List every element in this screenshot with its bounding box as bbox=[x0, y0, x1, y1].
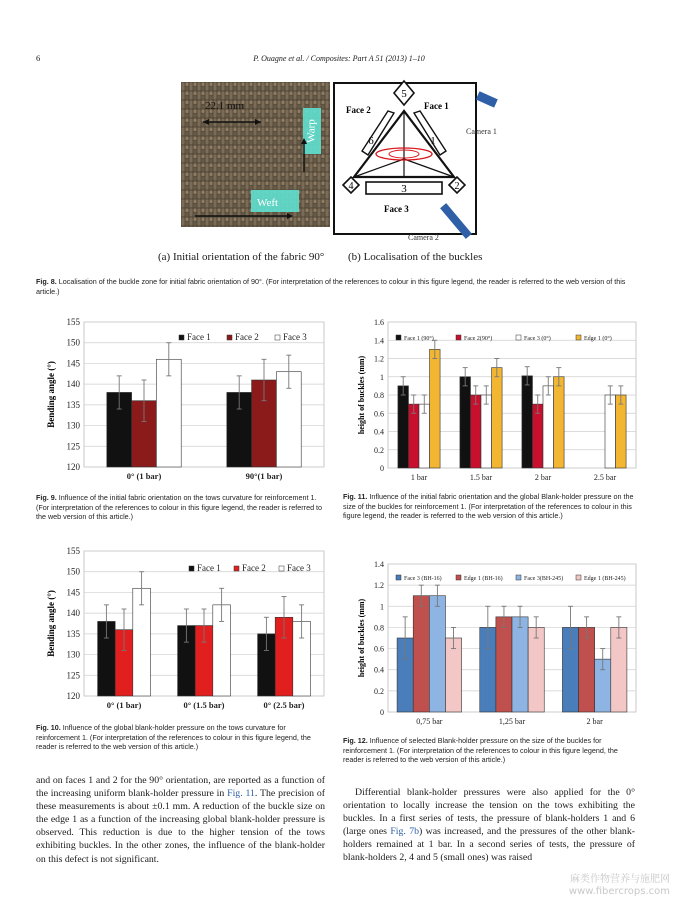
x-tick-label: 0,75 bar bbox=[416, 717, 443, 726]
x-tick-label: 1 bar bbox=[410, 473, 428, 482]
y-tick-label: 1.6 bbox=[374, 318, 384, 327]
y-tick-label: 0.2 bbox=[374, 445, 384, 455]
x-tick-label: 90°(1 bar) bbox=[245, 471, 283, 481]
y-tick-label: 1.2 bbox=[374, 581, 384, 591]
fig12-caption-label: Fig. 12. bbox=[343, 736, 368, 745]
y-tick-label: 125 bbox=[66, 670, 80, 681]
camera-1-label: Camera 1 bbox=[466, 127, 497, 136]
y-tick-label: 0.8 bbox=[374, 391, 384, 400]
bar bbox=[492, 368, 503, 468]
fig9-caption-text: Influence of the initial fabric orientation on the tows curvature for reinforcement 1. (For interpretation of the references to colour in this figure legend, the reader is referred to the web version of this article.) bbox=[36, 493, 323, 522]
y-tick-label: 125 bbox=[66, 441, 80, 452]
bar bbox=[528, 627, 544, 712]
x-tick-label: 2.5 bar bbox=[593, 473, 617, 482]
body-left-post: . The precision of these measurements is about ±0.1 mm. A reduction of the buckle size on the edge 1 as a function of the increasing global blank-holder pressure is observed. This reduction is due to the higher tension of the tows exhibiting buckles. In the other zones, the influence of the blank-holder on this defect is not significant. bbox=[36, 788, 325, 865]
watermark-line2: www.fibercrops.com bbox=[568, 886, 670, 897]
body-left-pre: and on faces 1 and 2 for the 90° orientation, are reported as a function of the increasing uniform blank-holder pressure in bbox=[36, 775, 325, 800]
legend-label: Face 2(90°) bbox=[464, 336, 493, 342]
legend-swatch bbox=[396, 575, 401, 580]
watermark-line1: 麻类作物营养与施肥网 bbox=[570, 874, 670, 885]
bar bbox=[408, 404, 419, 468]
fig8-caption-label: Fig. 8. bbox=[36, 277, 57, 286]
fig11-caption-text: Influence of the initial fabric orientation and the global Blank-holder pressure on the size of the buckles for reinforcement 1. (For interpretation of the references to colour in this figure legend, the reader is referred to the web version of this article.) bbox=[343, 492, 634, 521]
legend-swatch bbox=[516, 575, 521, 580]
legend-swatch bbox=[234, 566, 239, 571]
legend-label: Face 3 bbox=[287, 563, 311, 573]
legend-label: Edge 1 (BH-245) bbox=[584, 576, 626, 582]
y-tick-label: 0.8 bbox=[374, 623, 384, 633]
fig7b-link[interactable]: Fig. 7b bbox=[390, 826, 420, 838]
fig9-caption-label: Fig. 9. bbox=[36, 493, 57, 502]
fig10-caption-text: Influence of the global blank-holder pressure on the tows curvature for reinforcement 1. (For interpretation of the references to colour in this figure legend, the reader is referred to the web version of this article.) bbox=[36, 723, 311, 752]
y-tick-label: 1.4 bbox=[374, 560, 384, 569]
bar bbox=[579, 627, 595, 712]
legend-swatch bbox=[227, 335, 232, 340]
y-tick-label: 0.6 bbox=[374, 409, 384, 419]
y-tick-label: 1 bbox=[380, 602, 384, 612]
y-tick-label: 0.4 bbox=[374, 427, 384, 437]
fig8-caption bbox=[36, 277, 642, 296]
fig12-caption bbox=[343, 736, 635, 765]
legend-swatch bbox=[179, 335, 184, 340]
y-tick-label: 0 bbox=[380, 464, 384, 473]
y-tick-label: 135 bbox=[66, 399, 80, 410]
y-tick-label: 140 bbox=[66, 379, 80, 390]
holder-6: 6 bbox=[368, 135, 374, 147]
y-tick-label: 135 bbox=[66, 628, 80, 639]
y-tick-label: 1.2 bbox=[374, 354, 384, 364]
bar bbox=[554, 377, 565, 468]
fig9-chart bbox=[36, 314, 331, 486]
y-tick-label: 1.4 bbox=[374, 336, 384, 346]
bar bbox=[532, 404, 543, 468]
x-tick-label: 2 bar bbox=[534, 473, 552, 482]
y-tick-label: 150 bbox=[66, 566, 80, 577]
fig8-diagram bbox=[332, 79, 500, 249]
y-tick-label: 120 bbox=[66, 691, 80, 701]
fig8-caption-text: Localisation of the buckle zone for initial fabric orientation of 90°. (For interpretation of the references to colour in this figure legend, the reader is referred to the web version of this article.) bbox=[36, 277, 626, 296]
y-axis-label: Bending angle (°) bbox=[46, 590, 56, 657]
legend-label: Face 1 bbox=[187, 332, 211, 342]
bar bbox=[419, 404, 430, 468]
holder-3: 3 bbox=[401, 183, 407, 195]
y-tick-label: 155 bbox=[66, 317, 80, 327]
bar bbox=[430, 349, 441, 468]
fig11-link[interactable]: Fig. 11 bbox=[227, 788, 255, 800]
fig10-caption-label: Fig. 10. bbox=[36, 723, 61, 732]
holder-1: 1 bbox=[430, 135, 436, 147]
y-tick-label: 150 bbox=[66, 337, 80, 348]
x-tick-label: 0° (1.5 bar) bbox=[183, 700, 225, 710]
y-tick-label: 140 bbox=[66, 608, 80, 619]
y-tick-label: 155 bbox=[66, 546, 80, 556]
legend-swatch bbox=[456, 575, 461, 580]
legend-label: Edge 1 (BH-16) bbox=[464, 576, 503, 582]
body-right-column bbox=[343, 786, 635, 865]
legend-swatch bbox=[576, 335, 581, 340]
y-tick-label: 145 bbox=[66, 587, 80, 598]
holder-4: 4 bbox=[348, 181, 354, 192]
legend-swatch bbox=[456, 335, 461, 340]
y-axis-label: height of buckles (mm) bbox=[357, 598, 366, 678]
bar bbox=[543, 386, 554, 468]
weft-label: Weft bbox=[257, 197, 279, 209]
x-tick-label: 1.5 bar bbox=[469, 473, 493, 482]
y-axis-label: height of buckles (mm) bbox=[357, 355, 366, 435]
fig12-chart bbox=[352, 558, 644, 728]
legend-swatch bbox=[279, 566, 284, 571]
bar bbox=[429, 596, 445, 712]
y-axis-label: Bending angle (°) bbox=[46, 361, 56, 428]
bar bbox=[398, 386, 409, 468]
holder-5: 5 bbox=[401, 88, 407, 100]
y-tick-label: 0.4 bbox=[374, 665, 384, 675]
fig8-photo bbox=[181, 82, 330, 227]
body-right-post: ) was increased, and the pressures of the other blank-holders remained at 1 bar. In a second series of tests, the pressure of blank-holders 2, 4 and 5 (small ones) was raised bbox=[343, 826, 635, 864]
legend-swatch bbox=[396, 335, 401, 340]
legend-label: Face 1 bbox=[197, 563, 221, 573]
bar bbox=[481, 395, 492, 468]
fig10-caption bbox=[36, 723, 324, 752]
bar bbox=[445, 638, 461, 712]
legend-label: Face 3(BH-245) bbox=[524, 576, 564, 582]
legend-swatch bbox=[189, 566, 194, 571]
x-tick-label: 0° (2.5 bar) bbox=[263, 700, 305, 710]
legend-swatch bbox=[516, 335, 521, 340]
fig11-caption bbox=[343, 492, 635, 521]
fig12-caption-text: Influence of selected Blank-holder pressure on the size of the buckles for reinforcement 1. (For interpretation of the references to colour in this figure legend, the reader is referred to the web version of this article.) bbox=[343, 736, 618, 765]
fig8-subcaption-b: (b) Localisation of the buckles bbox=[348, 251, 483, 263]
x-tick-label: 1,25 bar bbox=[498, 717, 526, 726]
bar bbox=[611, 627, 627, 712]
body-left-column bbox=[36, 774, 325, 866]
y-tick-label: 0.6 bbox=[374, 644, 384, 654]
legend-label: Face 3 bbox=[283, 332, 307, 342]
bar bbox=[605, 395, 616, 468]
bar bbox=[512, 617, 528, 712]
fig8-subcaption-a: (a) Initial orientation of the fabric 90° bbox=[158, 251, 325, 263]
legend-label: Face 3 (0°) bbox=[524, 336, 551, 342]
warp-label: Warp bbox=[305, 119, 318, 143]
y-tick-label: 1 bbox=[380, 372, 384, 382]
legend-label: Face 3 (BH-16) bbox=[404, 576, 442, 582]
face-1-label: Face 1 bbox=[424, 101, 449, 111]
bar bbox=[616, 395, 627, 468]
y-tick-label: 130 bbox=[66, 420, 80, 431]
legend-label: Face 2 bbox=[235, 332, 259, 342]
holder-2: 2 bbox=[454, 181, 460, 192]
legend-swatch bbox=[576, 575, 581, 580]
x-tick-label: 0° (1 bar) bbox=[106, 700, 142, 710]
y-tick-label: 130 bbox=[66, 649, 80, 660]
body-right-pre: Differential blank-holder pressures were also applied for the 0° orientation to locally increase the tension on the tows exhibiting the buckles. In a first series of tests, the pressure of blank-holders 1 and 6 (large ones bbox=[343, 787, 635, 838]
legend-label: Face 2 bbox=[242, 563, 266, 573]
bar bbox=[413, 596, 429, 712]
dimension-label: 22.1 mm bbox=[205, 100, 245, 112]
face-3-label: Face 3 bbox=[384, 204, 409, 214]
watermark bbox=[569, 874, 670, 898]
x-tick-label: 0° (1 bar) bbox=[126, 471, 162, 481]
running-title: P. Ouagne et al. / Composites: Part A 51 (2013) 1–10 bbox=[253, 54, 425, 63]
bar bbox=[496, 617, 512, 712]
legend-label: Edge 1 (0°) bbox=[584, 336, 612, 342]
fig11-caption-label: Fig. 11. bbox=[343, 492, 368, 501]
legend-swatch bbox=[275, 335, 280, 340]
camera-1-icon bbox=[476, 91, 498, 107]
y-tick-label: 120 bbox=[66, 462, 80, 472]
fig9-caption bbox=[36, 493, 324, 522]
bar bbox=[522, 376, 533, 468]
page-number: 6 bbox=[36, 53, 41, 63]
x-tick-label: 2 bar bbox=[586, 717, 603, 726]
y-tick-label: 145 bbox=[66, 358, 80, 369]
bar bbox=[470, 395, 481, 468]
face-2-label: Face 2 bbox=[346, 105, 371, 115]
y-tick-label: 0 bbox=[380, 708, 384, 717]
fig11-chart bbox=[352, 316, 644, 486]
legend-label: Face 1 (90°) bbox=[404, 336, 434, 342]
fig10-chart bbox=[36, 543, 331, 715]
camera-2-label: Camera 2 bbox=[408, 233, 439, 242]
y-tick-label: 0.2 bbox=[374, 686, 384, 696]
bar bbox=[460, 377, 471, 468]
